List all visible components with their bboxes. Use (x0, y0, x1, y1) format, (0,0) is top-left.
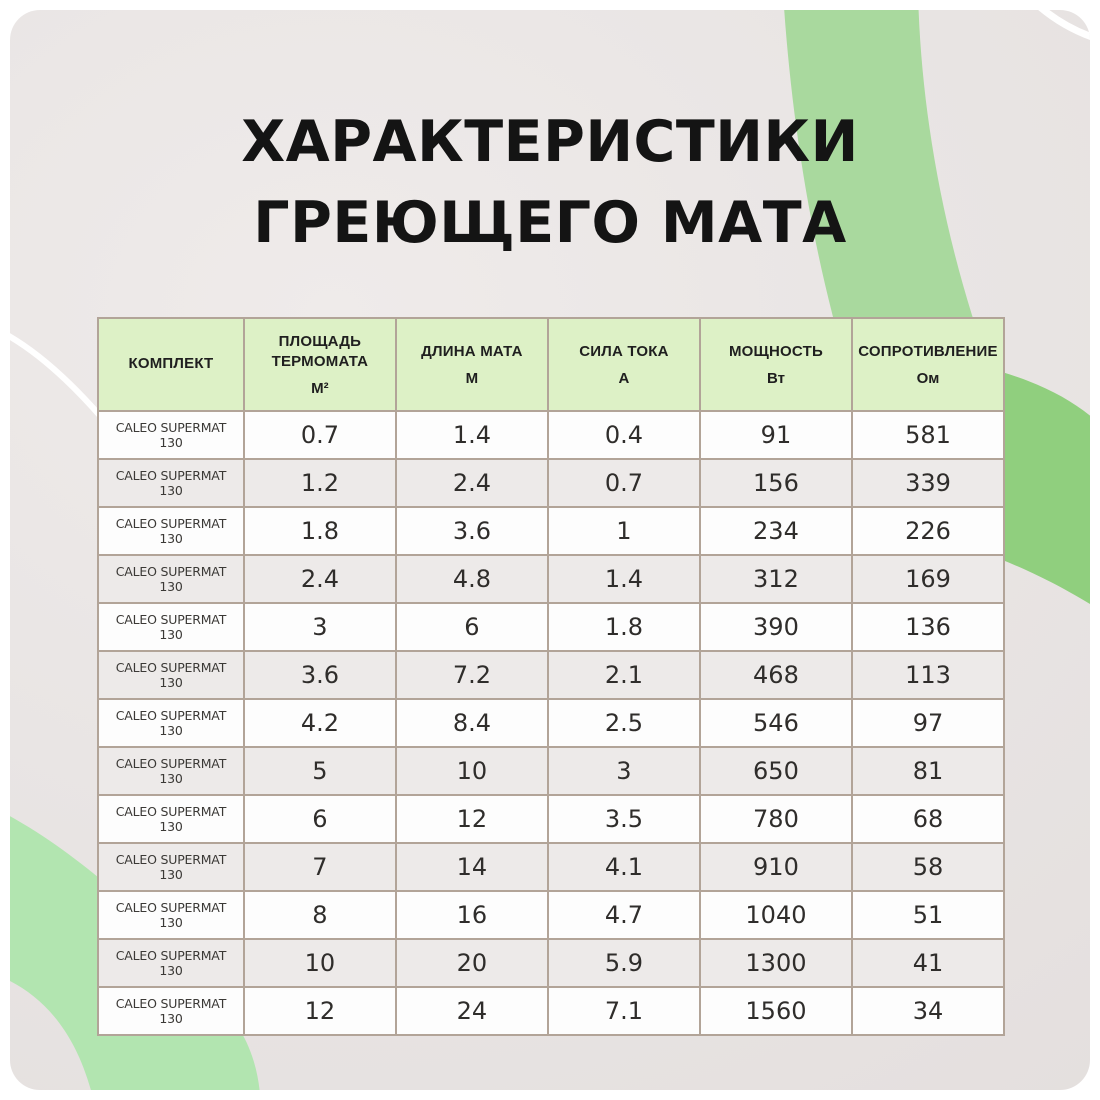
title-line-1: ХАРАКТЕРИСТИКИ (241, 109, 859, 175)
value-cell: 136 (852, 603, 1004, 651)
value-cell: 2.5 (548, 699, 700, 747)
column-label: ПЛОЩАДЬ ТЕРМОМАТА (271, 332, 369, 370)
value-cell: 41 (852, 939, 1004, 987)
column-unit: Вт (766, 370, 785, 388)
value-cell: 780 (700, 795, 852, 843)
value-cell: 390 (700, 603, 852, 651)
value-cell: 3.6 (244, 651, 396, 699)
value-cell: 81 (852, 747, 1004, 795)
value-cell: 1.4 (548, 555, 700, 603)
value-cell: 5.9 (548, 939, 700, 987)
spec-table (97, 317, 1005, 1036)
value-cell: 91 (700, 411, 852, 459)
table-row (98, 843, 1004, 891)
value-cell: 650 (700, 747, 852, 795)
kit-name-cell: CALEO SUPERMAT 130 (98, 651, 244, 699)
column-label: СИЛА ТОКА (579, 342, 669, 360)
kit-name-cell: CALEO SUPERMAT 130 (98, 555, 244, 603)
value-cell: 20 (396, 939, 548, 987)
value-cell: 0.4 (548, 411, 700, 459)
kit-name-cell: CALEO SUPERMAT 130 (98, 987, 244, 1035)
table-row (98, 747, 1004, 795)
value-cell: 1 (548, 507, 700, 555)
value-cell: 1560 (700, 987, 852, 1035)
value-cell: 113 (852, 651, 1004, 699)
value-cell: 1040 (700, 891, 852, 939)
value-cell: 1300 (700, 939, 852, 987)
value-cell: 8.4 (396, 699, 548, 747)
value-cell: 14 (396, 843, 548, 891)
value-cell: 339 (852, 459, 1004, 507)
value-cell: 312 (700, 555, 852, 603)
table-row (98, 411, 1004, 459)
value-cell: 4.2 (244, 699, 396, 747)
value-cell: 1.8 (244, 507, 396, 555)
column-unit: А (618, 370, 630, 388)
table-row (98, 795, 1004, 843)
value-cell: 7 (244, 843, 396, 891)
value-cell: 7.2 (396, 651, 548, 699)
value-cell: 16 (396, 891, 548, 939)
kit-name-cell: CALEO SUPERMAT 130 (98, 603, 244, 651)
spec-table-body (98, 411, 1004, 1035)
value-cell: 169 (852, 555, 1004, 603)
value-cell: 3.6 (396, 507, 548, 555)
value-cell: 1.8 (548, 603, 700, 651)
column-label: СОПРОТИВЛЕНИЕ (858, 342, 998, 360)
value-cell: 546 (700, 699, 852, 747)
column-label: КОМПЛЕКТ (128, 355, 214, 373)
column-unit: Ом (916, 370, 940, 388)
value-cell: 2.4 (396, 459, 548, 507)
column-header-3 (396, 318, 548, 411)
kit-name-cell: CALEO SUPERMAT 130 (98, 747, 244, 795)
column-header-1 (98, 318, 244, 411)
value-cell: 10 (244, 939, 396, 987)
value-cell: 68 (852, 795, 1004, 843)
column-header-6 (852, 318, 1004, 411)
column-header-2 (244, 318, 396, 411)
value-cell: 58 (852, 843, 1004, 891)
value-cell: 4.1 (548, 843, 700, 891)
table-row (98, 699, 1004, 747)
table-row (98, 987, 1004, 1035)
value-cell: 5 (244, 747, 396, 795)
table-row (98, 459, 1004, 507)
value-cell: 12 (396, 795, 548, 843)
value-cell: 2.4 (244, 555, 396, 603)
white-arc-left (10, 331, 102, 418)
kit-name-cell: CALEO SUPERMAT 130 (98, 891, 244, 939)
kit-name-cell: CALEO SUPERMAT 130 (98, 843, 244, 891)
kit-name-cell: CALEO SUPERMAT 130 (98, 939, 244, 987)
value-cell: 3 (548, 747, 700, 795)
kit-name-cell: CALEO SUPERMAT 130 (98, 507, 244, 555)
value-cell: 4.8 (396, 555, 548, 603)
column-unit: М² (311, 380, 329, 398)
column-header-4 (548, 318, 700, 411)
table-row (98, 651, 1004, 699)
value-cell: 7.1 (548, 987, 700, 1035)
spec-table-head (98, 318, 1004, 411)
kit-name-cell: CALEO SUPERMAT 130 (98, 459, 244, 507)
value-cell: 4.7 (548, 891, 700, 939)
table-row (98, 891, 1004, 939)
table-row (98, 939, 1004, 987)
value-cell: 8 (244, 891, 396, 939)
value-cell: 10 (396, 747, 548, 795)
value-cell: 34 (852, 987, 1004, 1035)
kit-name-cell: CALEO SUPERMAT 130 (98, 795, 244, 843)
table-row (98, 507, 1004, 555)
column-label: МОЩНОСТЬ (728, 342, 823, 360)
table-row (98, 603, 1004, 651)
value-cell: 1.4 (396, 411, 548, 459)
value-cell: 226 (852, 507, 1004, 555)
white-arc-top-right (1028, 10, 1090, 42)
value-cell: 3.5 (548, 795, 700, 843)
kit-name-cell: CALEO SUPERMAT 130 (98, 699, 244, 747)
column-header-5 (700, 318, 852, 411)
value-cell: 51 (852, 891, 1004, 939)
value-cell: 0.7 (244, 411, 396, 459)
title-line-2: ГРЕЮЩЕГО МАТА (253, 190, 847, 256)
value-cell: 1.2 (244, 459, 396, 507)
value-cell: 6 (244, 795, 396, 843)
value-cell: 2.1 (548, 651, 700, 699)
value-cell: 3 (244, 603, 396, 651)
value-cell: 12 (244, 987, 396, 1035)
column-unit: М (465, 370, 479, 388)
value-cell: 97 (852, 699, 1004, 747)
page-title (0, 102, 1100, 264)
kit-name-cell: CALEO SUPERMAT 130 (98, 411, 244, 459)
value-cell: 0.7 (548, 459, 700, 507)
value-cell: 468 (700, 651, 852, 699)
value-cell: 156 (700, 459, 852, 507)
value-cell: 234 (700, 507, 852, 555)
value-cell: 581 (852, 411, 1004, 459)
value-cell: 910 (700, 843, 852, 891)
column-label: ДЛИНА МАТА (421, 342, 523, 360)
table-header-row (98, 318, 1004, 411)
table-row (98, 555, 1004, 603)
value-cell: 24 (396, 987, 548, 1035)
value-cell: 6 (396, 603, 548, 651)
green-crescent-right (1000, 372, 1090, 614)
